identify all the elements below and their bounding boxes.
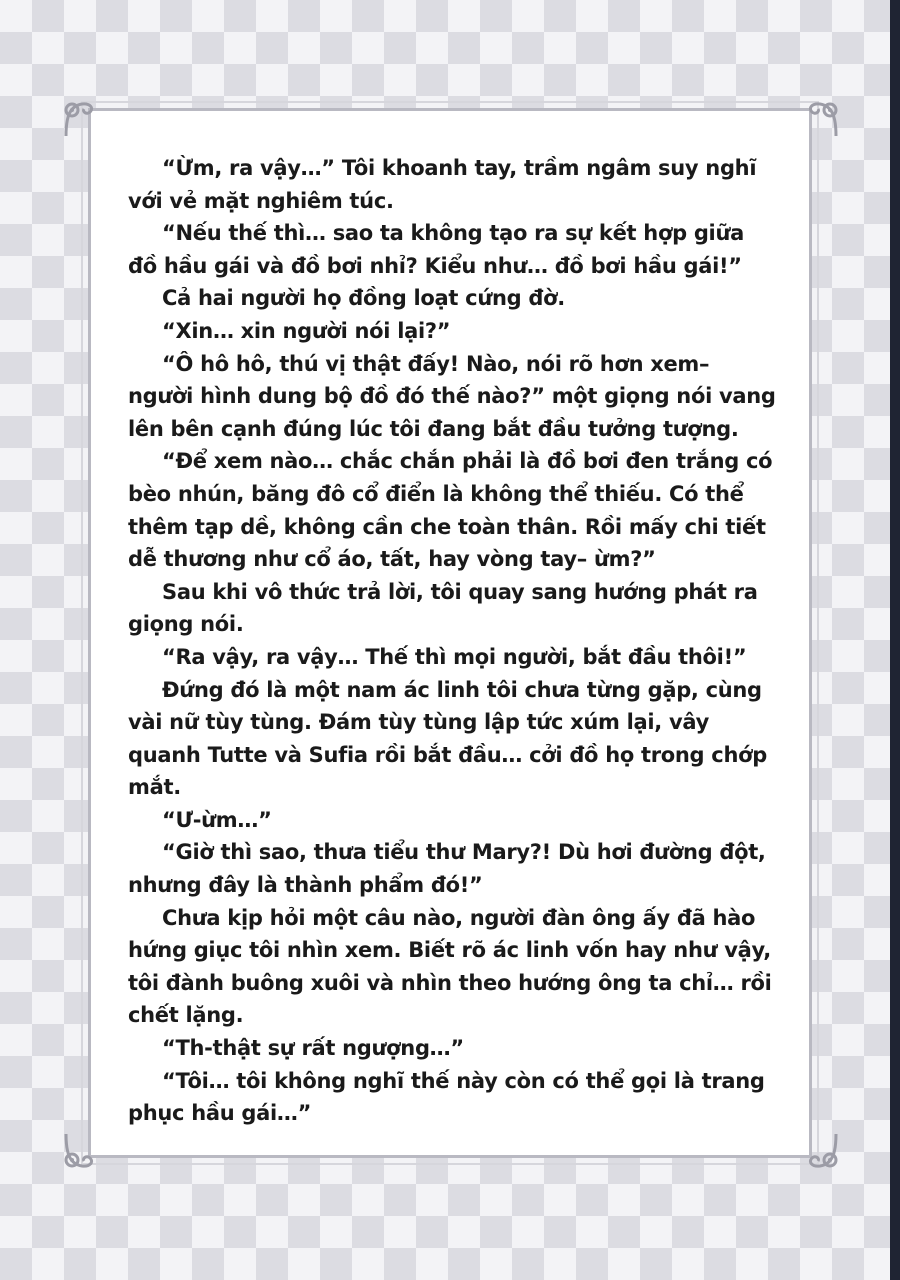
- corner-ornament-icon: [60, 1128, 106, 1174]
- paragraph: “Nếu thế thì… sao ta không tạo ra sự kết hợp giữa đồ hầu gái và đồ bơi nhỉ? Kiểu như… đồ bơi hầu gái!”: [128, 221, 744, 278]
- corner-ornament-icon: [796, 1128, 842, 1174]
- corner-ornament-icon: [60, 96, 106, 142]
- paragraph: “Ra vậy, ra vậy… Thế thì mọi người, bắt đầu thôi!”: [162, 644, 747, 669]
- paragraph: “Ừm, ra vậy…” Tôi khoanh tay, trầm ngâm suy nghĩ với vẻ mặt nghiêm túc.: [128, 156, 757, 213]
- paragraph: Chưa kịp hỏi một câu nào, người đàn ông ấy đã hào hứng giục tôi nhìn xem. Biết rõ ác linh vốn hay như vậy, tôi đành buông xuôi và nhìn theo hướng ông ta chỉ… rồi chết lặng.: [128, 905, 772, 1028]
- paragraph: “Tôi… tôi không nghĩ thế này còn có thể gọi là trang phục hầu gái…”: [128, 1068, 765, 1126]
- page-edge: [890, 0, 900, 1280]
- paragraph: “Xin… xin người nói lại?”: [162, 318, 451, 343]
- paragraph: “Giờ thì sao, thưa tiểu thư Mary?! Dù hơi đường đột, nhưng đây là thành phẩm đó!”: [128, 840, 766, 898]
- paragraph: “Ư-ừm…”: [162, 807, 272, 832]
- corner-ornament-icon: [796, 96, 842, 142]
- paragraph: Cả hai người họ đồng loạt cứng đờ.: [162, 286, 565, 311]
- paragraph: “Th-thật sự rất ngượng…”: [162, 1036, 464, 1061]
- paragraph: Đứng đó là một nam ác linh tôi chưa từng gặp, cùng vài nữ tùy tùng. Đám tùy tùng lập tức xúm lại, vây quanh Tutte và Sufia rồi bắt đầu… cởi đồ họ trong chớp mắt.: [128, 677, 767, 800]
- story-text: [128, 152, 778, 1130]
- paragraph: Sau khi vô thức trả lời, tôi quay sang hướng phát ra giọng nói.: [128, 579, 758, 637]
- paragraph: “Ô hô hô, thú vị thật đấy! Nào, nói rõ hơn xem– người hình dung bộ đồ đó thế nào?” một giọng nói vang lên bên cạnh đúng lúc tôi đang bắt đầu tưởng tượng.: [128, 351, 776, 441]
- paragraph: “Để xem nào… chắc chắn phải là đồ bơi đen trắng có bèo nhún, băng đô cổ điển là không thể thiếu. Có thể thêm tạp dề, không cần che toàn thân. Rồi mấy chi tiết dễ thương như cổ áo, tất, hay vòng tay– ừm?”: [128, 449, 773, 572]
